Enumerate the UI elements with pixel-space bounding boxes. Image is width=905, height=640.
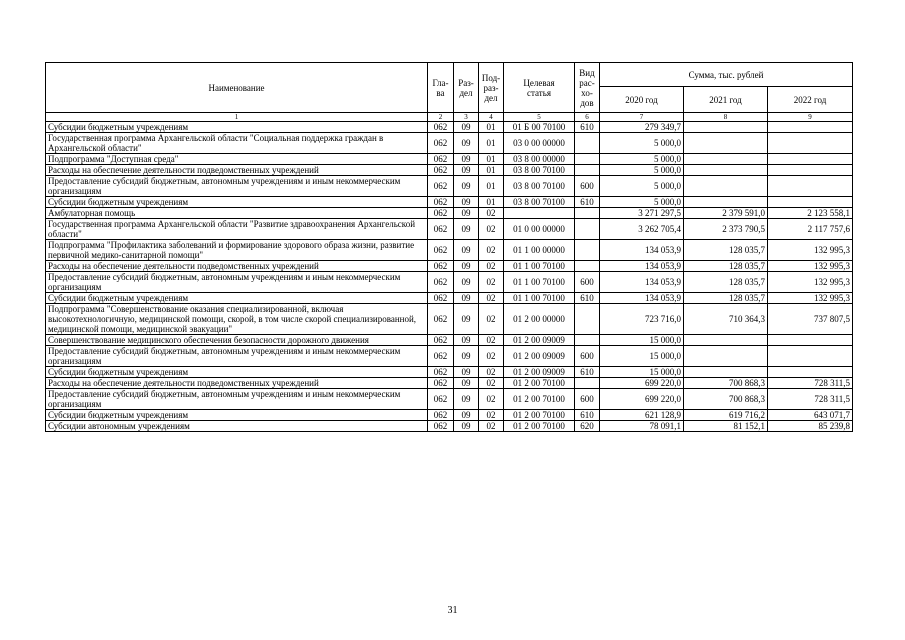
row-name: Государственная программа Архангельской области "Социальная поддержка граждан в Архангельской области" [46, 133, 428, 154]
row-sum-2021 [684, 133, 768, 154]
row-razdel: 09 [454, 261, 479, 272]
row-name: Субсидии бюджетным учреждениям [46, 197, 428, 208]
header-glava: Гла- ва [428, 63, 454, 113]
row-sum-2022 [768, 154, 853, 165]
row-sum-2021 [684, 154, 768, 165]
row-expense-type [575, 261, 600, 272]
row-sum-2020: 3 262 705,4 [600, 219, 684, 240]
row-razdel: 09 [454, 367, 479, 378]
table-row [46, 378, 853, 389]
row-razdel: 09 [454, 421, 479, 432]
row-sum-2020: 134 053,9 [600, 293, 684, 304]
header-expense-type: Вид рас- хо- дов [575, 63, 600, 113]
row-razdel: 09 [454, 122, 479, 133]
row-sum-2020: 134 053,9 [600, 272, 684, 293]
row-sum-2020: 699 220,0 [600, 389, 684, 410]
column-number: 8 [684, 113, 768, 122]
row-name: Совершенствование медицинского обеспечения безопасности дорожного движения [46, 335, 428, 346]
row-sum-2022: 132 995,3 [768, 261, 853, 272]
row-expense-type [575, 165, 600, 176]
row-glava: 062 [428, 154, 454, 165]
row-target-article: 01 2 00 00000 [504, 304, 575, 335]
row-sum-2022 [768, 122, 853, 133]
row-expense-type [575, 154, 600, 165]
column-number: 7 [600, 113, 684, 122]
row-sum-2020: 15 000,0 [600, 367, 684, 378]
table-row [46, 165, 853, 176]
row-expense-type: 600 [575, 272, 600, 293]
table-row [46, 133, 853, 154]
row-expense-type [575, 133, 600, 154]
row-razdel: 09 [454, 389, 479, 410]
row-sum-2020: 5 000,0 [600, 176, 684, 197]
row-expense-type [575, 335, 600, 346]
table-row [46, 261, 853, 272]
row-sum-2022: 2 117 757,6 [768, 219, 853, 240]
column-number: 2 [428, 113, 454, 122]
row-glava: 062 [428, 165, 454, 176]
row-target-article: 01 1 00 70100 [504, 261, 575, 272]
column-number-row [46, 113, 853, 122]
row-glava: 062 [428, 197, 454, 208]
row-target-article: 03 8 00 70100 [504, 165, 575, 176]
row-glava: 062 [428, 293, 454, 304]
row-name: Расходы на обеспечение деятельности подведомственных учреждений [46, 378, 428, 389]
row-target-article: 01 2 00 70100 [504, 421, 575, 432]
column-number: 3 [454, 113, 479, 122]
table-row [46, 154, 853, 165]
row-sum-2020: 15 000,0 [600, 346, 684, 367]
row-target-article [504, 208, 575, 219]
row-sum-2021: 81 152,1 [684, 421, 768, 432]
header-year-2022: 2022 год [768, 87, 853, 113]
row-expense-type [575, 378, 600, 389]
row-sum-2022: 728 311,5 [768, 389, 853, 410]
table-row [46, 304, 853, 335]
table-row [46, 272, 853, 293]
row-sum-2020: 5 000,0 [600, 133, 684, 154]
row-target-article: 01 2 00 70100 [504, 410, 575, 421]
row-name: Субсидии бюджетным учреждениям [46, 410, 428, 421]
row-podrazdel: 01 [479, 154, 504, 165]
row-sum-2020: 279 349,7 [600, 122, 684, 133]
row-glava: 062 [428, 272, 454, 293]
row-expense-type [575, 304, 600, 335]
row-sum-2020: 78 091,1 [600, 421, 684, 432]
column-number: 5 [504, 113, 575, 122]
row-sum-2022 [768, 346, 853, 367]
row-sum-2022 [768, 367, 853, 378]
header-year-2020: 2020 год [600, 87, 684, 113]
row-razdel: 09 [454, 154, 479, 165]
row-name: Предоставление субсидий бюджетным, автономным учреждениям и иным некоммерческим организациям [46, 176, 428, 197]
row-expense-type: 620 [575, 421, 600, 432]
row-expense-type [575, 219, 600, 240]
row-expense-type: 600 [575, 176, 600, 197]
row-razdel: 09 [454, 165, 479, 176]
row-name: Субсидии бюджетным учреждениям [46, 367, 428, 378]
row-sum-2020: 723 716,0 [600, 304, 684, 335]
row-sum-2021 [684, 176, 768, 197]
row-expense-type: 610 [575, 367, 600, 378]
row-glava: 062 [428, 346, 454, 367]
row-sum-2021: 700 868,3 [684, 378, 768, 389]
row-razdel: 09 [454, 335, 479, 346]
row-sum-2020: 5 000,0 [600, 197, 684, 208]
row-razdel: 09 [454, 272, 479, 293]
row-expense-type: 600 [575, 346, 600, 367]
row-expense-type: 610 [575, 197, 600, 208]
row-name: Подпрограмма "Доступная среда" [46, 154, 428, 165]
row-sum-2021: 700 868,3 [684, 389, 768, 410]
row-target-article: 03 8 00 70100 [504, 176, 575, 197]
budget-table [45, 62, 853, 432]
header-sum: Сумма, тыс. рублей [600, 63, 853, 87]
row-expense-type [575, 240, 600, 261]
row-sum-2022: 132 995,3 [768, 272, 853, 293]
table-row [46, 389, 853, 410]
row-name: Подпрограмма "Профилактика заболеваний и формирование здорового образа жизни, развитие первичной медико-санитарной помощи" [46, 240, 428, 261]
row-sum-2022 [768, 176, 853, 197]
row-target-article: 03 0 00 00000 [504, 133, 575, 154]
row-sum-2021: 2 373 790,5 [684, 219, 768, 240]
row-expense-type: 610 [575, 410, 600, 421]
row-name: Расходы на обеспечение деятельности подведомственных учреждений [46, 261, 428, 272]
row-name: Предоставление субсидий бюджетным, автономным учреждениям и иным некоммерческим организациям [46, 272, 428, 293]
row-razdel: 09 [454, 133, 479, 154]
row-podrazdel: 02 [479, 304, 504, 335]
row-sum-2020: 5 000,0 [600, 165, 684, 176]
row-name: Подпрограмма "Совершенствование оказания специализированной, включая высокотехнологичную, медицинской помощи, скорой, в том числе скорой специализированной, медицинской помощи, медицинской эвакуации" [46, 304, 428, 335]
table-row [46, 346, 853, 367]
column-number: 6 [575, 113, 600, 122]
row-razdel: 09 [454, 240, 479, 261]
row-sum-2022: 643 071,7 [768, 410, 853, 421]
row-target-article: 01 2 00 70100 [504, 378, 575, 389]
row-target-article: 01 1 00 00000 [504, 240, 575, 261]
page-number: 31 [447, 605, 458, 616]
table-row [46, 421, 853, 432]
row-glava: 062 [428, 240, 454, 261]
row-podrazdel: 02 [479, 272, 504, 293]
row-razdel: 09 [454, 197, 479, 208]
row-sum-2022: 728 311,5 [768, 378, 853, 389]
row-podrazdel: 02 [479, 240, 504, 261]
row-name: Предоставление субсидий бюджетным, автономным учреждениям и иным некоммерческим организациям [46, 346, 428, 367]
row-sum-2021: 128 035,7 [684, 293, 768, 304]
row-podrazdel: 02 [479, 410, 504, 421]
row-podrazdel: 01 [479, 122, 504, 133]
row-expense-type: 610 [575, 122, 600, 133]
row-sum-2021 [684, 122, 768, 133]
row-razdel: 09 [454, 346, 479, 367]
row-name: Субсидии бюджетным учреждениям [46, 122, 428, 133]
row-sum-2020: 699 220,0 [600, 378, 684, 389]
row-sum-2022: 2 123 558,1 [768, 208, 853, 219]
row-glava: 062 [428, 389, 454, 410]
row-podrazdel: 01 [479, 133, 504, 154]
row-glava: 062 [428, 122, 454, 133]
row-target-article: 01 2 00 09009 [504, 367, 575, 378]
row-sum-2021: 2 379 591,0 [684, 208, 768, 219]
row-podrazdel: 02 [479, 421, 504, 432]
header-razdel: Раз- дел [454, 63, 479, 113]
table-row [46, 208, 853, 219]
row-podrazdel: 02 [479, 367, 504, 378]
row-podrazdel: 02 [479, 261, 504, 272]
row-sum-2021 [684, 346, 768, 367]
row-name: Амбулаторная помощь [46, 208, 428, 219]
row-glava: 062 [428, 410, 454, 421]
row-razdel: 09 [454, 378, 479, 389]
row-podrazdel: 02 [479, 389, 504, 410]
row-sum-2020: 15 000,0 [600, 335, 684, 346]
row-glava: 062 [428, 219, 454, 240]
row-sum-2021 [684, 367, 768, 378]
row-glava: 062 [428, 261, 454, 272]
row-razdel: 09 [454, 410, 479, 421]
row-sum-2021: 710 364,3 [684, 304, 768, 335]
row-name: Расходы на обеспечение деятельности подведомственных учреждений [46, 165, 428, 176]
row-sum-2022: 132 995,3 [768, 293, 853, 304]
table-row [46, 219, 853, 240]
row-sum-2020: 134 053,9 [600, 240, 684, 261]
row-target-article: 03 8 00 00000 [504, 154, 575, 165]
row-target-article: 01 0 00 00000 [504, 219, 575, 240]
table-body [46, 122, 853, 432]
row-razdel: 09 [454, 219, 479, 240]
row-podrazdel: 02 [479, 293, 504, 304]
row-razdel: 09 [454, 176, 479, 197]
row-target-article: 01 Б 00 70100 [504, 122, 575, 133]
row-target-article: 01 1 00 70100 [504, 293, 575, 304]
row-sum-2021 [684, 165, 768, 176]
row-podrazdel: 02 [479, 378, 504, 389]
row-sum-2021: 128 035,7 [684, 272, 768, 293]
row-sum-2022: 132 995,3 [768, 240, 853, 261]
row-sum-2022 [768, 335, 853, 346]
table-row [46, 367, 853, 378]
row-target-article: 01 1 00 70100 [504, 272, 575, 293]
row-expense-type: 600 [575, 389, 600, 410]
table-row [46, 240, 853, 261]
row-podrazdel: 02 [479, 346, 504, 367]
row-name: Субсидии автономным учреждениям [46, 421, 428, 432]
row-sum-2021: 128 035,7 [684, 261, 768, 272]
header-podrazdel: Под- раз- дел [479, 63, 504, 113]
row-sum-2022 [768, 165, 853, 176]
row-podrazdel: 01 [479, 176, 504, 197]
header-target-article: Целевая статья [504, 63, 575, 113]
row-razdel: 09 [454, 304, 479, 335]
row-expense-type [575, 208, 600, 219]
row-glava: 062 [428, 421, 454, 432]
row-podrazdel: 01 [479, 197, 504, 208]
row-sum-2021 [684, 197, 768, 208]
table-row [46, 197, 853, 208]
row-glava: 062 [428, 176, 454, 197]
table-row [46, 176, 853, 197]
row-sum-2022 [768, 197, 853, 208]
table-row [46, 122, 853, 133]
column-number: 4 [479, 113, 504, 122]
row-name: Государственная программа Архангельской области "Развитие здравоохранения Архангельской области" [46, 219, 428, 240]
row-sum-2022: 85 239,8 [768, 421, 853, 432]
row-target-article: 03 8 00 70100 [504, 197, 575, 208]
row-name: Предоставление субсидий бюджетным, автономным учреждениям и иным некоммерческим организациям [46, 389, 428, 410]
row-sum-2021: 128 035,7 [684, 240, 768, 261]
row-target-article: 01 2 00 70100 [504, 389, 575, 410]
column-number: 1 [46, 113, 428, 122]
row-glava: 062 [428, 208, 454, 219]
table-row [46, 410, 853, 421]
header-year-2021: 2021 год [684, 87, 768, 113]
row-expense-type: 610 [575, 293, 600, 304]
row-glava: 062 [428, 335, 454, 346]
row-podrazdel: 01 [479, 165, 504, 176]
row-sum-2022 [768, 133, 853, 154]
row-sum-2020: 621 128,9 [600, 410, 684, 421]
row-glava: 062 [428, 133, 454, 154]
row-podrazdel: 02 [479, 219, 504, 240]
table-row [46, 335, 853, 346]
row-target-article: 01 2 00 09009 [504, 346, 575, 367]
row-glava: 062 [428, 378, 454, 389]
row-name: Субсидии бюджетным учреждениям [46, 293, 428, 304]
table-row [46, 293, 853, 304]
row-sum-2021 [684, 335, 768, 346]
row-sum-2020: 5 000,0 [600, 154, 684, 165]
header-name: Наименование [46, 63, 428, 113]
row-podrazdel: 02 [479, 335, 504, 346]
row-razdel: 09 [454, 208, 479, 219]
row-glava: 062 [428, 304, 454, 335]
row-sum-2020: 3 271 297,5 [600, 208, 684, 219]
row-sum-2022: 737 807,5 [768, 304, 853, 335]
row-glava: 062 [428, 367, 454, 378]
column-number: 9 [768, 113, 853, 122]
row-podrazdel: 02 [479, 208, 504, 219]
row-sum-2020: 134 053,9 [600, 261, 684, 272]
row-target-article: 01 2 00 09009 [504, 335, 575, 346]
row-sum-2021: 619 716,2 [684, 410, 768, 421]
row-razdel: 09 [454, 293, 479, 304]
